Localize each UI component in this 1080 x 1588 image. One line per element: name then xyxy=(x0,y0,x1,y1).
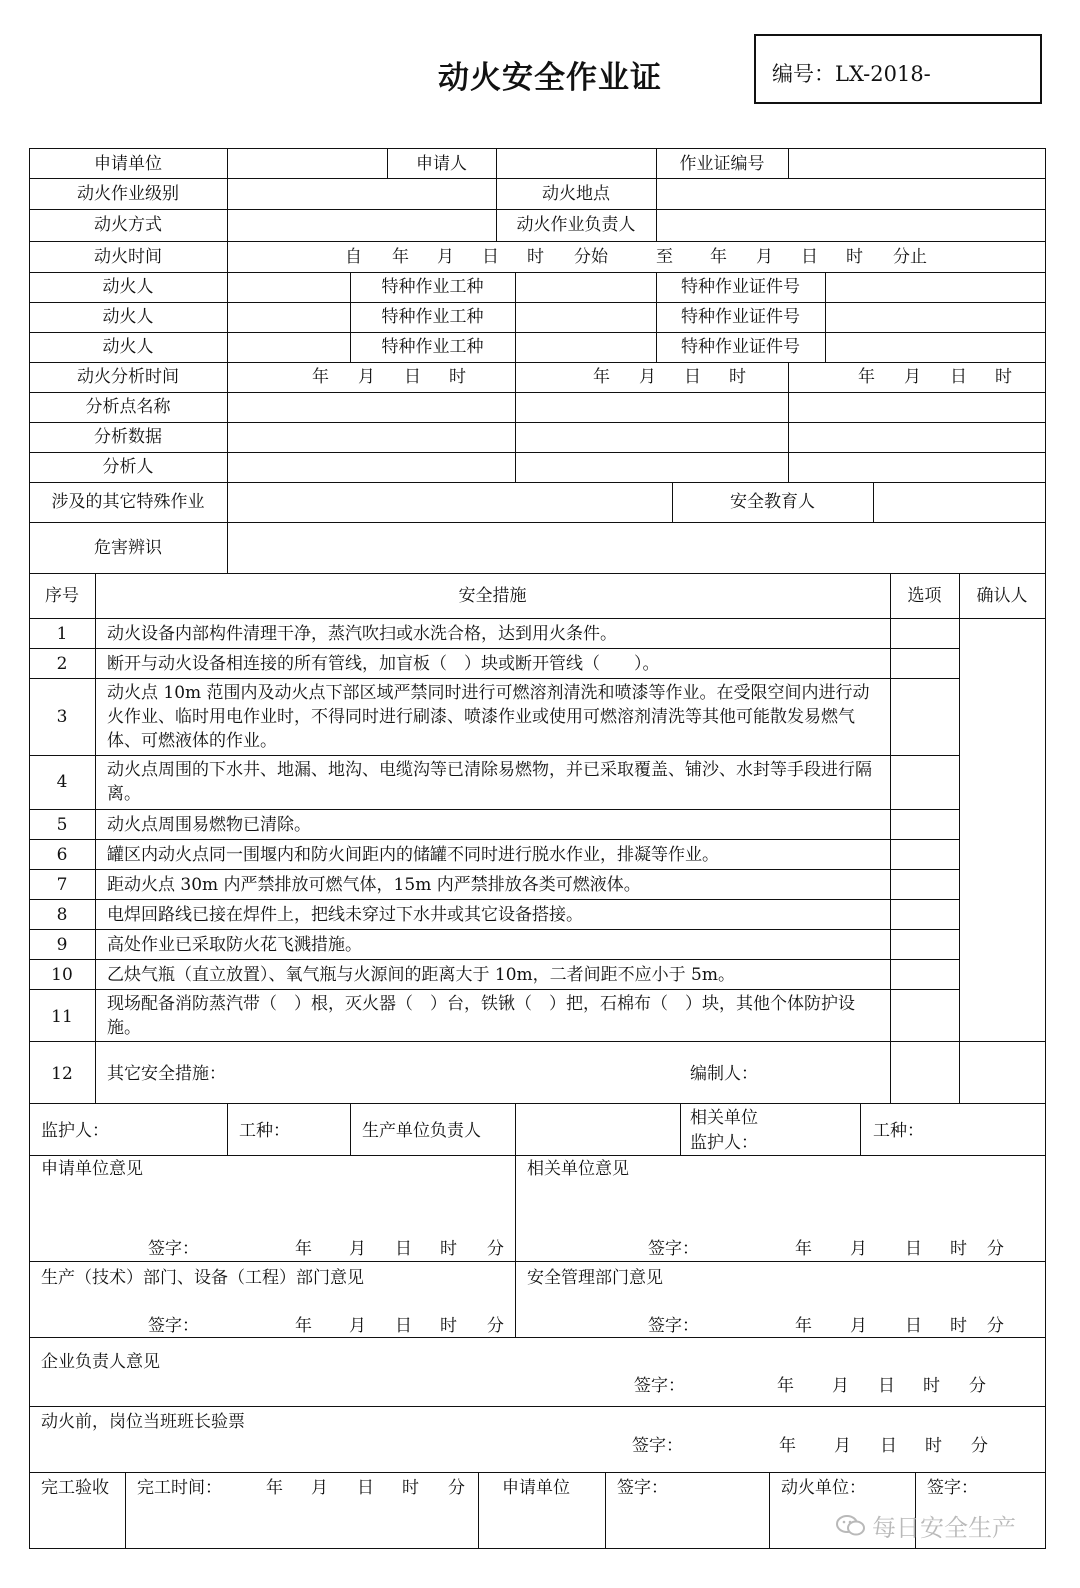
measure-no: 11 xyxy=(51,1007,73,1027)
at2-year: 年 xyxy=(593,367,610,387)
time-to: 至 xyxy=(656,247,673,267)
label-permit-no: 作业证编号 xyxy=(679,154,765,174)
measure-text: 其它安全措施： xyxy=(107,1064,226,1084)
label-applicant-opinion: 申请单位意见 xyxy=(41,1159,143,1179)
label-work-type: 工种： xyxy=(239,1121,290,1141)
date-day: 日 xyxy=(905,1316,922,1336)
measure-no: 8 xyxy=(56,905,68,925)
wechat-icon xyxy=(836,1514,866,1544)
label-fire-person: 动火人 xyxy=(102,337,154,357)
date-min: 分 xyxy=(487,1316,504,1336)
label-related-unit: 相关单位 xyxy=(690,1108,758,1128)
label-enterprise-opinion: 企业负责人意见 xyxy=(41,1352,160,1372)
measure-no: 2 xyxy=(56,654,68,674)
measure-no: 7 xyxy=(56,875,68,895)
date-month: 月 xyxy=(349,1316,366,1336)
measure-text: 高处作业已采取防火花飞溅措施。 xyxy=(107,935,362,955)
label-analysis-point: 分析点名称 xyxy=(85,397,171,417)
serial-number: 编号：LX-2018- xyxy=(772,62,931,86)
date-month: 月 xyxy=(311,1478,328,1498)
measure-text: 电焊回路线已接在焊件上，把线未穿过下水井或其它设备搭接。 xyxy=(107,905,583,925)
time-end: 分止 xyxy=(893,247,927,267)
label-special-cert: 特种作业证件号 xyxy=(681,307,800,327)
at3-day: 日 xyxy=(950,367,967,387)
time-month: 月 xyxy=(437,247,454,267)
date-day: 日 xyxy=(878,1376,895,1396)
label-fire-person: 动火人 xyxy=(102,277,154,297)
date-hour: 时 xyxy=(440,1316,457,1336)
label-applicant: 申请人 xyxy=(416,154,467,174)
date-month: 月 xyxy=(850,1316,867,1336)
measure-no: 9 xyxy=(56,935,68,955)
time-from: 自 xyxy=(345,247,362,267)
label-applicant-unit-2: 申请单位 xyxy=(502,1478,570,1498)
measure-no: 4 xyxy=(56,772,68,792)
date-year: 年 xyxy=(266,1478,283,1498)
label-fire-person: 动火人 xyxy=(102,307,154,327)
date-hour: 时 xyxy=(950,1316,967,1336)
at3-hour: 时 xyxy=(995,367,1012,387)
measure-no: 6 xyxy=(56,845,68,865)
label-special-type: 特种作业工种 xyxy=(381,277,484,297)
col-measure: 安全措施 xyxy=(458,586,527,606)
measure-no: 12 xyxy=(51,1064,73,1084)
date-day: 日 xyxy=(357,1478,374,1498)
date-min: 分 xyxy=(971,1436,988,1456)
at1-day: 日 xyxy=(404,367,421,387)
time-year: 年 xyxy=(392,247,409,267)
time-day-2: 日 xyxy=(801,247,818,267)
date-year: 年 xyxy=(795,1316,812,1336)
measure-no: 10 xyxy=(51,965,73,985)
date-year: 年 xyxy=(295,1239,312,1259)
date-min: 分 xyxy=(448,1478,465,1498)
label-completion: 完工验收 xyxy=(41,1478,109,1498)
label-applicant-unit: 申请单位 xyxy=(94,154,162,174)
label-completion-time: 完工时间： xyxy=(137,1478,222,1498)
label-fire-level: 动火作业级别 xyxy=(77,184,179,204)
date-day: 日 xyxy=(395,1239,412,1259)
date-month: 月 xyxy=(834,1436,851,1456)
date-hour: 时 xyxy=(923,1376,940,1396)
label-special-type: 特种作业工种 xyxy=(381,337,484,357)
date-min: 分 xyxy=(969,1376,986,1396)
date-hour: 时 xyxy=(402,1478,419,1498)
sign-label: 签字： xyxy=(617,1478,668,1498)
label-related-opinion: 相关单位意见 xyxy=(527,1159,629,1179)
label-special-type: 特种作业工种 xyxy=(381,307,484,327)
time-hour-2: 时 xyxy=(846,247,863,267)
label-prod-leader: 生产单位负责人 xyxy=(362,1121,481,1141)
at3-month: 月 xyxy=(904,367,921,387)
date-month: 月 xyxy=(349,1239,366,1259)
sign-label: 签字： xyxy=(148,1316,199,1336)
compiler-label: 编制人： xyxy=(690,1064,758,1084)
label-pre-check: 动火前，岗位当班班长验票 xyxy=(41,1412,245,1432)
measure-text: 动火点 10m 范围内及动火点下部区域严禁同时进行可燃溶剂清洗和喷漆等作业。在受限空间内进行动火作业、临时用电作业时，不得同时进行刷漆、喷漆作业或使用可燃溶剂清洗等其他可能散发易燃气体、可燃液体的作业。 xyxy=(107,683,870,751)
page-title: 动火安全作业证 xyxy=(438,60,662,96)
sign-label: 签字： xyxy=(648,1316,699,1336)
date-month: 月 xyxy=(832,1376,849,1396)
sign-label: 签字： xyxy=(634,1376,685,1396)
date-day: 日 xyxy=(880,1436,897,1456)
date-year: 年 xyxy=(779,1436,796,1456)
at1-year: 年 xyxy=(312,367,329,387)
at1-hour: 时 xyxy=(449,367,466,387)
date-day: 日 xyxy=(395,1316,412,1336)
label-analysis-time: 动火分析时间 xyxy=(77,367,179,387)
sign-label: 签字： xyxy=(148,1239,199,1259)
measure-text: 现场配备消防蒸汽带（ ）根，灭火器（ ）台，铁锹（ ）把，石棉布（ ）块，其他个体防护设施。 xyxy=(107,994,855,1038)
label-fire-method: 动火方式 xyxy=(94,215,162,235)
label-monitor: 监护人： xyxy=(41,1121,109,1141)
measure-text: 罐区内动火点同一围堰内和防火间距内的储罐不同时进行脱水作业，排凝等作业。 xyxy=(107,845,719,865)
measure-no: 5 xyxy=(56,815,68,835)
measure-no: 3 xyxy=(56,707,68,727)
date-month: 月 xyxy=(850,1239,867,1259)
col-confirm: 确认人 xyxy=(976,586,1028,606)
sign-label: 签字： xyxy=(927,1478,978,1498)
measure-text: 动火点周围易燃物已清除。 xyxy=(107,815,311,835)
date-year: 年 xyxy=(777,1376,794,1396)
time-month-2: 月 xyxy=(756,247,773,267)
label-analysis-data: 分析数据 xyxy=(94,427,162,447)
time-start: 分始 xyxy=(574,247,608,267)
at2-day: 日 xyxy=(684,367,701,387)
measure-text: 距动火点 30m 内严禁排放可燃气体，15m 内严禁排放各类可燃液体。 xyxy=(107,875,641,895)
measure-text: 动火点周围的下水井、地漏、地沟、电缆沟等已清除易燃物，并已采取覆盖、铺沙、水封等手段进行隔离。 xyxy=(107,760,872,804)
measure-text: 断开与动火设备相连接的所有管线，加盲板（ ）块或断开管线（ ）。 xyxy=(107,654,660,674)
watermark-text: 每日安全生产 xyxy=(872,1514,1016,1542)
at3-year: 年 xyxy=(858,367,875,387)
date-day: 日 xyxy=(905,1239,922,1259)
label-other-special: 涉及的其它特殊作业 xyxy=(51,492,205,512)
watermark xyxy=(836,1508,1016,1544)
time-day: 日 xyxy=(482,247,499,267)
col-option: 选项 xyxy=(907,586,942,606)
time-hour: 时 xyxy=(527,247,544,267)
label-work-type-2: 工种： xyxy=(873,1121,924,1141)
label-fire-unit: 动火单位： xyxy=(781,1478,866,1498)
date-min: 分 xyxy=(987,1316,1004,1336)
sign-label: 签字： xyxy=(632,1436,683,1456)
at2-hour: 时 xyxy=(729,367,746,387)
label-safety-dept-opinion: 安全管理部门意见 xyxy=(527,1268,663,1288)
label-special-cert: 特种作业证件号 xyxy=(681,277,800,297)
at1-month: 月 xyxy=(358,367,375,387)
at2-month: 月 xyxy=(639,367,656,387)
date-year: 年 xyxy=(295,1316,312,1336)
date-hour: 时 xyxy=(440,1239,457,1259)
date-min: 分 xyxy=(487,1239,504,1259)
col-no: 序号 xyxy=(45,586,79,606)
measure-text: 动火设备内部构件清理干净，蒸汽吹扫或水洗合格，达到用火条件。 xyxy=(107,624,617,644)
date-hour: 时 xyxy=(925,1436,942,1456)
date-year: 年 xyxy=(795,1239,812,1259)
label-safety-educator: 安全教育人 xyxy=(730,492,815,512)
label-prod-tech-opinion: 生产（技术）部门、设备（工程）部门意见 xyxy=(41,1268,364,1288)
label-fire-location: 动火地点 xyxy=(542,184,610,204)
label-related-monitor: 监护人： xyxy=(690,1133,758,1153)
measure-text: 乙炔气瓶（直立放置）、氧气瓶与火源间的距离大于 10m，二者间距不应小于 5m。 xyxy=(107,965,735,985)
sign-label: 签字： xyxy=(648,1239,699,1259)
measure-no: 1 xyxy=(56,624,68,644)
label-special-cert: 特种作业证件号 xyxy=(681,337,800,357)
date-min: 分 xyxy=(987,1239,1004,1259)
date-hour: 时 xyxy=(950,1239,967,1259)
label-analyst: 分析人 xyxy=(102,457,154,477)
time-year-2: 年 xyxy=(710,247,727,267)
label-fire-time: 动火时间 xyxy=(94,247,162,267)
label-hazard: 危害辨识 xyxy=(94,538,162,558)
label-fire-leader: 动火作业负责人 xyxy=(516,215,636,235)
